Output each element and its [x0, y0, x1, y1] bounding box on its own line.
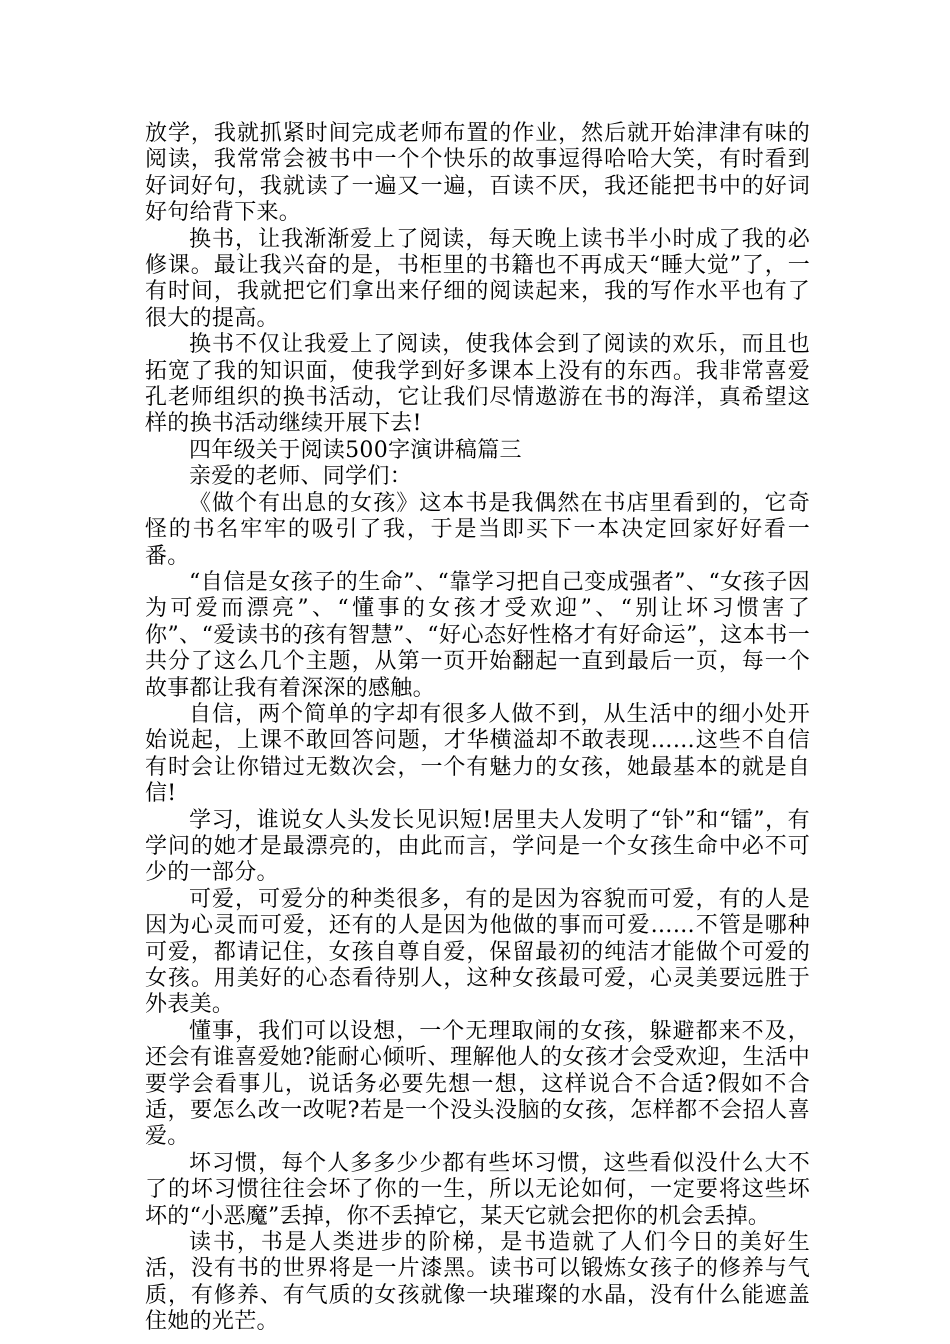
paragraph-7: “自信是女孩子的生命”、“靠学习把自己变成强者”、“女孩子因为可爱而漂亮”、“懂事的女孩才受欢迎”、“别让坏习惯害了你”、“爱读书的孩有智慧”、“好心态好性格才有好命运”，这本书一共分了这么几个主题，从第一页开始翻起一直到最后一页，每一个故事都让我有着深深的感触。 — [145, 569, 810, 701]
salutation: 亲爱的老师、同学们： — [189, 464, 413, 490]
paragraph-1: 放学，我就抓紧时间完成老师布置的作业，然后就开始津津有味的阅读，我常常会被书中一个个快乐的故事逗得哈哈大笑，有时看到好词好句，我就读了一遍又一遍，百读不厌，我还能把书中的好词好句给背下来。 — [145, 121, 810, 226]
paragraph-13: 读书，书是人类进步的阶梯，是书造就了人们今日的美好生活，没有书的世界将是一片漆黑。读书可以锻炼女孩子的修养与气质，有修养、有气质的女孩就像一块璀璨的水晶，没有什么能遮盖住她的光芒。 — [145, 1230, 810, 1335]
paragraph-6: 《做个有出息的女孩》这本书是我偶然在书店里看到的，它奇怪的书名牢牢的吸引了我，于是当即买下一本决定回家好好看一番。 — [145, 490, 810, 569]
paragraph-10: 可爱，可爱分的种类很多，有的是因为容貌而可爱，有的人是因为心灵而可爱，还有的人是因为他做的事而可爱……不管是哪种可爱，都请记住，女孩自尊自爱，保留最初的纯洁才能做个可爱的女孩。用美好的心态看待别人，这种女孩最可爱，心灵美要远胜于外表美。 — [145, 886, 810, 1018]
paragraph-2: 换书，让我渐渐爱上了阅读，每天晚上读书半小时成了我的必修课。最让我兴奋的是，书柜里的书籍也不再成天“睡大觉”了，一有时间，我就把它们拿出来仔细的阅读起来，我的写作水平也有了很大的提高。 — [145, 226, 810, 331]
section-heading: 四年级关于阅读500字演讲稿篇三 — [189, 437, 522, 463]
paragraph-3: 换书不仅让我爱上了阅读，使我体会到了阅读的欢乐，而且也拓宽了我的知识面，使我学到好多课本上没有的东西。我非常喜爱孔老师组织的换书活动，它让我们尽情遨游在书的海洋，真希望这样的换书活动继续开展下去! — [145, 332, 810, 437]
paragraph-9: 学习，谁说女人头发长见识短!居里夫人发明了“钋”和“镭”，有学问的她才是最漂亮的，由此而言，学问是一个女孩生命中必不可少的一部分。 — [145, 807, 810, 886]
paragraph-11: 懂事，我们可以设想，一个无理取闹的女孩，躲避都来不及，还会有谁喜爱她?能耐心倾听、理解他人的女孩才会受欢迎，生活中要学会看事儿，说话务必要先想一想，这样说合不合适?假如不合适，要怎么改一改呢?若是一个没头没脑的女孩，怎样都不会招人喜爱。 — [145, 1018, 810, 1150]
document-body — [145, 121, 810, 1336]
paragraph-8: 自信，两个简单的字却有很多人做不到，从生活中的细小处开始说起，上课不敢回答问题，才华横溢却不敢表现……这些不自信有时会让你错过无数次会，一个有魅力的女孩，她最基本的就是自信! — [145, 701, 810, 807]
paragraph-12: 坏习惯，每个人多多少少都有些坏习惯，这些看似没什么大不了的坏习惯往往会坏了你的一生，所以无论如何，一定要将这些坏坏的“小恶魔”丢掉，你不丢掉它，某天它就会把你的机会丢掉。 — [145, 1150, 810, 1229]
